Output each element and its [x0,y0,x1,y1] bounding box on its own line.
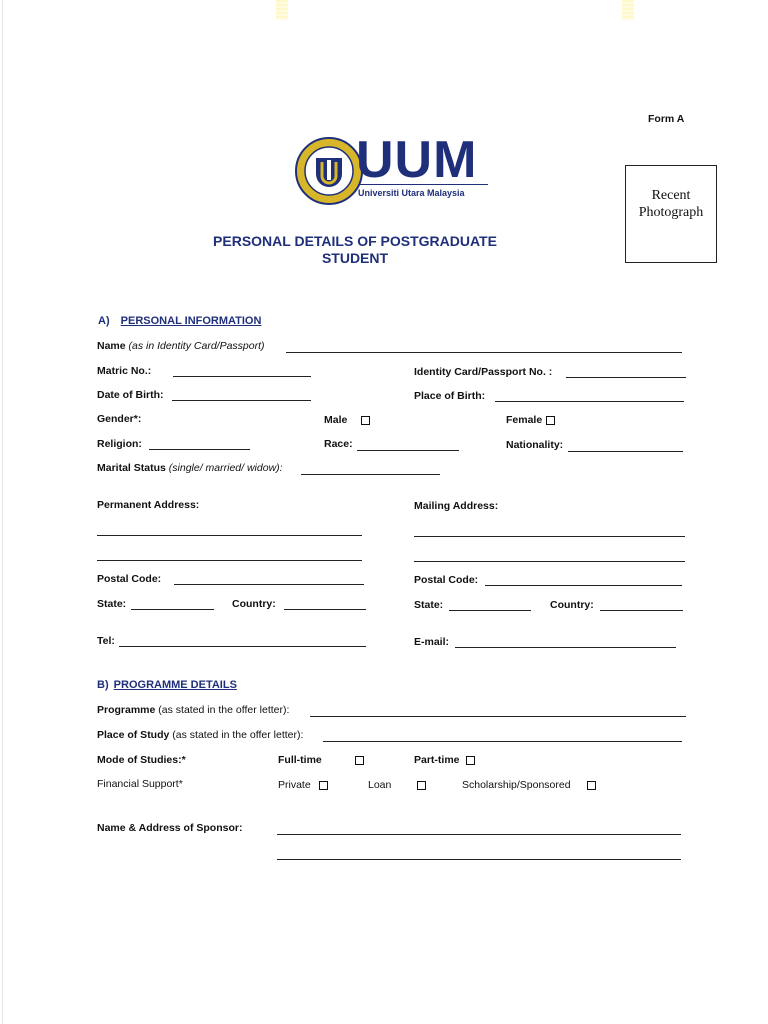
programme-field[interactable] [310,716,686,717]
place-label-text: Place of Study [97,729,170,741]
permanent-country-field[interactable] [284,609,366,610]
male-option[interactable] [324,414,370,426]
logo-university-name: Universiti Utara Malaysia [358,188,465,198]
programme-label [97,704,289,716]
financial-support-label: Financial Support* [97,778,183,790]
permanent-address-line1[interactable] [97,535,362,536]
tel-label: Tel: [97,635,115,647]
tel-field[interactable] [119,646,366,647]
photo-box-line1: Recent [651,188,691,203]
logo-acronym: UUM [356,131,478,189]
mailing-state-label: State: [414,599,444,611]
pob-field[interactable] [495,401,684,402]
form-label: Form A [648,113,685,125]
title-line1: PERSONAL DETAILS OF POSTGRADUATE [213,233,497,249]
place-of-study-field[interactable] [323,741,682,742]
page-title [180,233,530,267]
binder-clip-mark [276,0,288,20]
female-label: Female [506,414,543,426]
email-label: E-mail: [414,636,450,648]
ic-label: Identity Card/Passport No. : [414,366,553,378]
private-option[interactable] [278,779,328,791]
mailing-state-field[interactable] [449,610,531,611]
fulltime-checkbox[interactable] [355,756,364,765]
programme-hint: (as stated in the offer letter): [158,704,290,716]
name-label [97,340,265,352]
section-a-heading [98,315,261,327]
marital-field[interactable] [301,474,440,475]
marital-hint: (single/ married/ widow): [168,462,283,474]
permanent-postal-label: Postal Code: [97,573,162,585]
name-label-text: Name [97,340,126,352]
programme-label-text: Programme [97,704,156,716]
photo-box [625,165,717,263]
parttime-label: Part-time [414,754,460,766]
permanent-address-line2[interactable] [97,560,362,561]
race-field[interactable] [357,450,459,451]
mailing-address-line1[interactable] [414,536,685,537]
race-label: Race: [324,438,353,450]
permanent-country-label: Country: [232,598,276,610]
mailing-address-line2[interactable] [414,561,685,562]
place-hint: (as stated in the offer letter): [172,729,304,741]
name-hint: (as in Identity Card/Passport) [128,340,265,352]
private-checkbox[interactable] [319,781,328,790]
parttime-checkbox[interactable] [466,756,475,765]
religion-field[interactable] [149,449,250,450]
gender-label: Gender*: [97,413,142,425]
fulltime-label: Full-time [278,754,322,766]
parttime-option[interactable] [414,754,475,766]
loan-checkbox[interactable] [417,781,426,790]
mailing-postal-label: Postal Code: [414,574,479,586]
scholarship-label: Scholarship/Sponsored [462,779,571,791]
section-b-title: PROGRAMME DETAILS [113,679,237,691]
section-b-heading [97,679,237,691]
scholarship-checkbox[interactable] [587,781,596,790]
nationality-field[interactable] [568,451,683,452]
religion-label: Religion: [97,438,142,450]
private-label: Private [278,779,311,791]
dob-field[interactable] [172,400,311,401]
permanent-postal-field[interactable] [174,584,364,585]
loan-option[interactable] [368,779,426,791]
name-field[interactable] [286,352,682,353]
pob-label: Place of Birth: [414,390,486,402]
female-checkbox[interactable] [546,416,555,425]
permanent-state-field[interactable] [131,609,214,610]
matric-label: Matric No.: [97,365,152,377]
scholarship-option[interactable] [462,779,596,791]
marital-label [97,462,283,474]
matric-field[interactable] [173,376,311,377]
sponsor-label: Name & Address of Sponsor: [97,822,243,834]
section-a-prefix: A) [98,315,110,327]
dob-label: Date of Birth: [97,389,164,401]
female-option[interactable] [506,414,555,426]
photo-box-line2: Photograph [638,205,704,220]
marital-label-text: Marital Status [97,462,166,474]
logo-rule [358,184,488,185]
sponsor-field-line1[interactable] [277,834,681,835]
mode-label: Mode of Studies:* [97,754,186,766]
place-of-study-label [97,729,303,741]
nationality-label: Nationality: [506,439,564,451]
mailing-country-label: Country: [550,599,594,611]
binder-clip-mark [622,0,634,20]
male-checkbox[interactable] [361,416,370,425]
email-field[interactable] [455,647,676,648]
permanent-state-label: State: [97,598,127,610]
permanent-address-label: Permanent Address: [97,499,200,511]
mailing-country-field[interactable] [600,610,683,611]
section-a-title: PERSONAL INFORMATION [120,315,262,327]
title-line2: STUDENT [321,250,389,266]
page-edge [2,0,3,1024]
male-label: Male [324,414,348,426]
sponsor-field-line2[interactable] [277,859,681,860]
mailing-address-label: Mailing Address: [414,500,499,512]
loan-label: Loan [368,779,392,791]
fulltime-option[interactable] [278,754,364,766]
section-b-prefix: B) [97,679,109,691]
mailing-postal-field[interactable] [485,585,682,586]
uum-seal-logo [294,136,364,206]
ic-field[interactable] [566,377,686,378]
